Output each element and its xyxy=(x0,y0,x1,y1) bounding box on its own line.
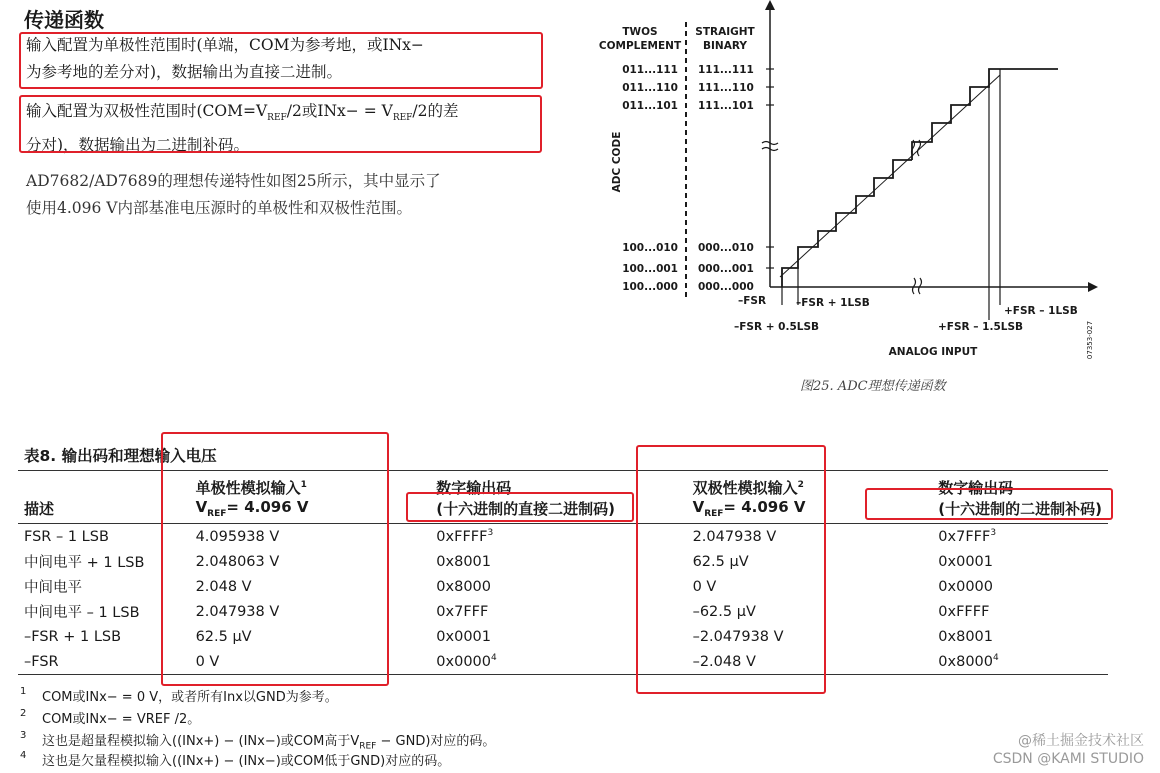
col-header-twos-2: COMPLEMENT xyxy=(598,40,682,52)
x-axis-arrow xyxy=(1088,282,1098,292)
col-header-straight-1: STRAIGHT xyxy=(695,26,755,38)
highlight-box-unipolar-column xyxy=(161,432,389,686)
highlight-box-unipolar xyxy=(19,32,543,89)
table-row: 中间电平 2.048 V 0x8000 0 V 0x0000 xyxy=(24,578,993,596)
code-straight-2: 111...101 xyxy=(698,100,754,112)
footnote-3: 3 这也是超量程模拟输入((INx+) − (INx−)或COM高于$V_{REF} - GND$)对应的码。 xyxy=(20,730,496,752)
footnote-4: 4 这也是欠量程模拟输入((INx+) − (INx−)或COM低于GND)对应的码。 xyxy=(20,750,451,769)
y-axis-label: ADC CODE xyxy=(611,131,623,193)
code-twos-2: 011...101 xyxy=(622,100,678,112)
header-desc: 描述 xyxy=(24,500,55,518)
table-row: 中间电平 + 1 LSB 2.048063 V 0x8001 62.5 µV 0x0001 xyxy=(24,553,993,571)
watermark: @稀土掘金技术社区 CSDN @KAMI STUDIO xyxy=(992,733,1144,767)
x-tick-neg-fsr: –FSR xyxy=(738,295,767,307)
highlight-box-straight-binary xyxy=(406,492,634,522)
table-row: FSR – 1 LSB 4.095938 V 0xFFFF$^3$ 2.047938 V 0x7FFF$^3$ xyxy=(24,528,997,545)
table-row: 中间电平 – 1 LSB 2.047938 V 0x7FFF –62.5 µV 0xFFFF xyxy=(24,603,990,621)
table-row: –FSR 0 V 0x0000$^4$ –2.048 V 0x8000$^4$ xyxy=(18,649,1108,675)
paragraph-bipolar: 输入配置为双极性范围时($COM=V_{REF}/2$或$INx- = V_{REF}/2$的差 分对)，数据输出为二进制补码。 xyxy=(26,102,459,155)
section-title: 传递函数 xyxy=(24,8,104,32)
highlight-box-bipolar xyxy=(19,95,542,153)
code-twos-0: 011...111 xyxy=(622,64,678,76)
x-tick-neg-fsr-1lsb: –FSR + 1LSB xyxy=(796,297,870,309)
code-twos-5: 100...000 xyxy=(622,281,678,293)
table-title: 表8. 输出码和理想输入电压 xyxy=(24,447,217,465)
figure-id: 07353-027 xyxy=(1086,320,1094,360)
code-straight-1: 111...110 xyxy=(698,82,754,94)
x-axis-label: ANALOG INPUT xyxy=(888,346,978,358)
highlight-box-bipolar-column xyxy=(636,445,826,694)
code-straight-3: 000...010 xyxy=(698,242,754,254)
code-twos-3: 100...010 xyxy=(622,242,678,254)
code-twos-4: 100...001 xyxy=(622,263,678,275)
code-straight-4: 000...001 xyxy=(698,263,754,275)
paragraph-description: AD7682/AD7689的理想传递特性如图25所示，其中显示了 使用4.096 V内部基准电压源时的单极性和双极性范围。 xyxy=(26,172,441,217)
table-row: –FSR + 1 LSB 62.5 µV 0x0001 –2.047938 V 0x8001 xyxy=(24,628,993,645)
code-straight-0: 111...111 xyxy=(698,64,754,76)
transfer-function-figure xyxy=(590,0,1110,370)
footnote-2: 2 COM或INx− = VREF /2。 xyxy=(20,708,201,727)
col-header-twos-1: TWOS xyxy=(622,26,658,38)
header-unipolar: 单极性模拟输入$^1$ $V_{REF}= 4.096$ V xyxy=(195,479,309,519)
code-twos-1: 011...110 xyxy=(622,82,678,94)
header-digital-twos: 数字输出码 (十六进制的二进制补码) xyxy=(938,479,1102,518)
staircase-transfer xyxy=(782,69,1058,287)
header-digital-straight: 数字输出码 (十六进制的直接二进制码) xyxy=(436,479,616,518)
highlight-box-twos-complement xyxy=(865,488,1113,520)
paragraph-unipolar: 输入配置为单极性范围时(单端，COM为参考地，或INx− 为参考地的差分对)，数据输出为直接二进制。 xyxy=(26,36,424,81)
footnote-1: 1 COM或INx− = 0 V，或者所有Inx以GND为参考。 xyxy=(20,686,338,705)
x-tick-pos-fsr-1-5: +FSR – 1.5LSB xyxy=(938,321,1024,333)
header-bipolar: 双极性模拟输入$^2$ $V_{REF}= 4.096$ V xyxy=(692,479,806,519)
col-header-straight-2: BINARY xyxy=(703,40,747,52)
x-tick-pos-fsr-1lsb: +FSR – 1LSB xyxy=(1004,305,1078,317)
y-axis-arrow xyxy=(765,0,775,10)
figure-caption: 图25. ADC理想传递函数 xyxy=(800,379,946,394)
code-straight-5: 000...000 xyxy=(698,281,754,293)
x-tick-neg-fsr-half: –FSR + 0.5LSB xyxy=(734,321,820,333)
